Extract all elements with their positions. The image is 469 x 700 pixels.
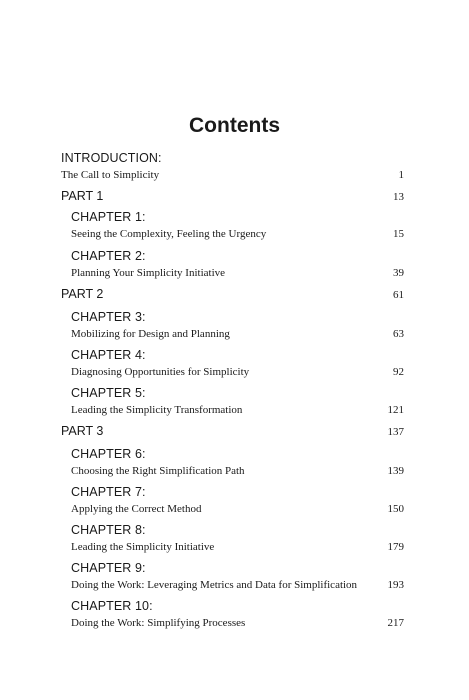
toc-row <box>71 365 404 379</box>
toc-row <box>61 424 404 439</box>
toc-title: Planning Your Simplicity Initiative <box>71 267 226 279</box>
toc-row <box>71 578 404 592</box>
toc-row <box>61 168 404 182</box>
toc-page-number: 92 <box>393 366 404 378</box>
toc-row <box>71 464 404 478</box>
toc-page-number: 63 <box>393 328 404 340</box>
toc-page-number: 13 <box>393 191 404 203</box>
toc-row <box>71 540 404 554</box>
toc-row <box>71 266 404 280</box>
toc-part-label: PART 2 <box>61 287 104 301</box>
toc-title: Diagnosing Opportunities for Simplicity <box>71 366 250 378</box>
toc-page-number: 39 <box>393 267 404 279</box>
toc-entry-chapter-3 <box>71 310 404 341</box>
toc-label: CHAPTER 5: <box>71 386 146 400</box>
page-title: Contents <box>189 114 280 137</box>
toc-entry-chapter-9 <box>71 561 404 592</box>
toc-entry-part-2 <box>61 287 404 302</box>
toc-entry-chapter-6 <box>71 447 404 478</box>
toc-page-number: 139 <box>387 465 404 477</box>
toc-title: Leading the Simplicity Transformation <box>71 404 243 416</box>
toc-title: Seeing the Complexity, Feeling the Urgency <box>71 228 267 240</box>
toc-label: CHAPTER 6: <box>71 447 146 461</box>
toc-page-number: 150 <box>387 503 404 515</box>
toc-title: Applying the Correct Method <box>71 503 202 515</box>
toc-title: Mobilizing for Design and Planning <box>71 328 230 340</box>
toc-page-number: 61 <box>393 289 404 301</box>
toc-entry-chapter-2 <box>71 249 404 280</box>
toc-page-number: 217 <box>387 617 404 629</box>
toc-row <box>71 403 404 417</box>
toc-entry-chapter-10 <box>71 599 404 630</box>
toc-title: Doing the Work: Leveraging Metrics and Data for Simplification <box>71 579 358 591</box>
toc-row <box>61 189 404 204</box>
toc-row <box>71 227 404 241</box>
toc-entry-chapter-5 <box>71 386 404 417</box>
toc-entry-chapter-7 <box>71 485 404 516</box>
toc-entry-part-3 <box>61 424 404 439</box>
toc-label: CHAPTER 1: <box>71 210 146 224</box>
toc-page-number: 1 <box>398 169 404 181</box>
toc-entry-chapter-4 <box>71 348 404 379</box>
toc-entry-chapter-8 <box>71 523 404 554</box>
toc-label: INTRODUCTION: <box>61 151 162 165</box>
toc-row <box>71 327 404 341</box>
toc-title: The Call to Simplicity <box>61 169 160 181</box>
toc-part-label: PART 3 <box>61 424 104 438</box>
toc-page-number: 137 <box>387 426 404 438</box>
toc-entry-chapter-1 <box>71 210 404 241</box>
toc-label: CHAPTER 2: <box>71 249 146 263</box>
toc-page-number: 121 <box>387 404 404 416</box>
toc-row <box>71 502 404 516</box>
toc-title: Doing the Work: Simplifying Processes <box>71 617 246 629</box>
toc-entry-introduction <box>61 151 404 182</box>
toc-label: CHAPTER 4: <box>71 348 146 362</box>
toc-label: CHAPTER 10: <box>71 599 153 613</box>
toc-entry-part-1 <box>61 189 404 204</box>
toc-title: Choosing the Right Simplification Path <box>71 465 245 477</box>
toc-label: CHAPTER 8: <box>71 523 146 537</box>
toc-page-number: 193 <box>387 579 404 591</box>
toc-label: CHAPTER 9: <box>71 561 146 575</box>
toc-row <box>71 616 404 630</box>
toc-label: CHAPTER 7: <box>71 485 146 499</box>
toc-title: Leading the Simplicity Initiative <box>71 541 215 553</box>
toc-label: CHAPTER 3: <box>71 310 146 324</box>
toc-page-number: 15 <box>393 228 404 240</box>
toc-part-label: PART 1 <box>61 189 104 203</box>
toc-page-number: 179 <box>387 541 404 553</box>
toc-row <box>61 287 404 302</box>
